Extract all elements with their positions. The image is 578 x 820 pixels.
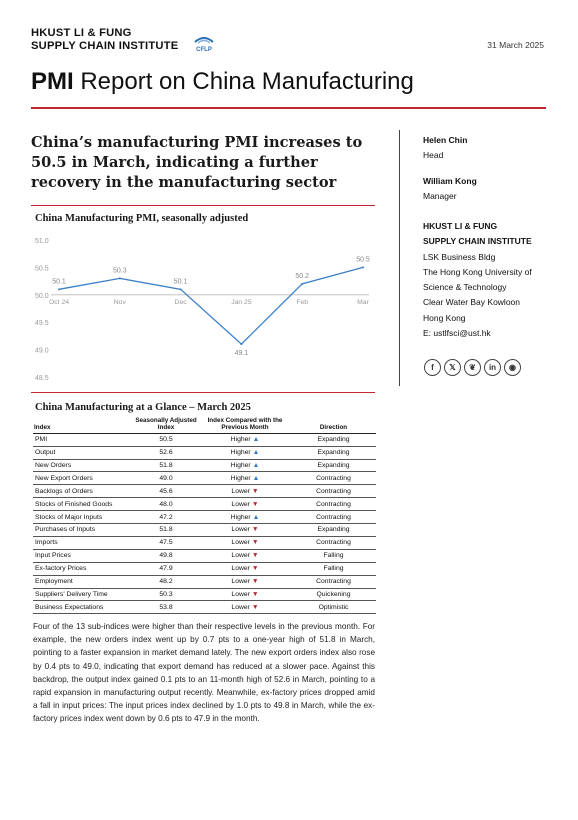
row-compare-text: Lower [231,487,250,495]
page-title [31,67,414,97]
y-tick-label: 49.0 [35,347,49,355]
title-bold: PMI [31,68,74,95]
row-compare-text: Lower [231,578,250,586]
row-direction: Contracting [291,472,376,485]
person2-name: William Kong [423,176,477,186]
table-row [33,511,376,524]
table-row [33,485,376,498]
row-direction: Falling [291,549,376,562]
row-index-name: Stocks of Finished Goods [33,498,133,511]
header-compared: Index Compared with the Previous Month [207,417,283,432]
row-value: 51.8 [133,459,199,472]
row-direction: Contracting [291,485,376,498]
row-value: 47.2 [133,511,199,524]
data-point [119,277,121,279]
table-row [33,498,376,511]
data-label: 49.1 [234,350,249,358]
social-links [424,359,521,376]
data-point [301,283,303,285]
table-row [33,588,376,601]
pmi-line-chart [31,229,376,389]
headline: China’s manufacturing PMI increases to 50.5 in March, indicating a further recovery in the manufacturing sector [31,134,363,191]
header-index: Index [34,424,51,432]
linkedin-icon[interactable]: in [484,359,501,376]
org-name-line1: HKUST LI & FUNG [31,27,132,39]
arrow-down-icon: ▼ [249,539,259,547]
table-row [33,472,376,485]
row-compare-text: Higher [230,436,251,444]
row-value: 53.8 [133,601,199,614]
row-index-name: PMI [33,433,133,446]
table-title: China Manufacturing at a Glance – March 2025 [35,402,251,413]
x-tick-label: Mar [357,298,369,306]
arrow-up-icon: ▲ [250,449,260,457]
arrow-down-icon: ▼ [249,487,259,495]
row-direction: Quickening [291,588,376,601]
contact-william [423,174,477,205]
arrow-down-icon: ▼ [249,578,259,586]
row-index-name: Output [33,446,133,459]
row-direction: Expanding [291,433,376,446]
x-tick-label: Nov [113,298,126,306]
row-index-name: Business Expectations [33,601,133,614]
chart-rule [31,205,375,206]
row-index-name: Suppliers' Delivery Time [33,588,133,601]
data-label: 50.2 [295,272,310,280]
arrow-up-icon: ▲ [250,462,260,470]
row-index-name: Stocks of Major Inputs [33,511,133,524]
table-row [33,433,376,446]
row-direction: Expanding [291,459,376,472]
data-label: 50.3 [112,267,127,275]
row-compare-text: Lower [231,526,250,534]
facebook-icon[interactable]: f [424,359,441,376]
table-row [33,524,376,537]
row-compare-text: Lower [231,590,250,598]
row-compare [199,575,291,588]
address-line5: Hong Kong [423,312,466,323]
row-index-name: New Orders [33,459,133,472]
arrow-up-icon: ▲ [250,474,260,482]
row-compare-text: Higher [230,449,251,457]
row-value: 47.9 [133,562,199,575]
row-compare-text: Lower [231,552,250,560]
address-block [423,219,532,341]
sidebar-divider [399,130,400,386]
y-tick-label: 48.5 [35,375,49,382]
address-line2: The Hong Kong University of [423,266,532,277]
body-paragraph: Four of the 13 sub-indices were higher than their respective levels in the previous month. For example, the new orders index went up by 0.7 pts to a one-year high of 51.8 in March, pointing to a faster expansion in market demand lately. The new export orders index also rose by 0.4 pts to 49.0, indicating that export demand has reduced at a slower pace. Against this backdrop, the output index gained 0.1 pts to an 11-month high of 52.6 in March, pointing to a rapid expansion in manufacturing output recently. Meanwhile, ex-factory prices dropped amid a fall in input prices: The input prices index declined by 1.0 pts to 49.8 in March, while the ex-factory prices index went down by 0.6 pts to 47.9 in the month. [33,622,375,724]
row-compare-text: Higher [230,474,251,482]
arrow-up-icon: ▲ [250,436,260,444]
glance-table [33,417,376,614]
row-compare-text: Lower [231,565,250,573]
row-compare [199,549,291,562]
row-value: 50.5 [133,433,199,446]
person2-role: Manager [423,191,457,202]
row-direction: Expanding [291,524,376,537]
row-direction: Expanding [291,446,376,459]
row-compare [199,524,291,537]
x-icon[interactable]: 𝕏 [444,359,461,376]
row-index-name: Purchases of Inputs [33,524,133,537]
table-row [33,549,376,562]
row-value: 49.0 [133,472,199,485]
weibo-icon[interactable]: ◉ [504,359,521,376]
address-org-line2: SUPPLY CHAIN INSTITUTE [423,236,532,247]
data-label: 50.1 [173,278,188,286]
arrow-down-icon: ▼ [249,500,259,508]
y-tick-label: 50.0 [35,292,49,300]
data-point [362,266,364,268]
row-value: 47.5 [133,536,199,549]
title-rule [31,107,546,109]
address-org-line1: HKUST LI & FUNG [423,221,498,231]
report-date: 31 March 2025 [487,40,544,50]
row-direction: Optimistic [291,601,376,614]
row-direction: Contracting [291,511,376,524]
row-index-name: Employment [33,575,133,588]
table-row [33,459,376,472]
row-compare [199,601,291,614]
logo-text: CFLP [196,47,212,53]
row-compare-text: Higher [230,513,251,521]
arrow-down-icon: ▼ [249,552,259,560]
address-line3: Science & Technology [423,282,507,293]
header-direction: Direction [319,424,348,432]
x-tick-label: Oct 24 [48,298,70,306]
row-compare-text: Lower [231,500,250,508]
arrow-up-icon: ▲ [250,513,260,521]
glance-table-body [33,433,376,613]
title-rest: Report on China Manufacturing [73,68,414,95]
y-tick-label: 51.0 [35,238,49,245]
row-compare [199,433,291,446]
row-value: 45.6 [133,485,199,498]
row-compare [199,472,291,485]
arrow-down-icon: ▼ [249,565,259,573]
email-link[interactable]: E: ustlfsci@ust.hk [423,328,491,339]
row-compare-text: Lower [231,539,250,547]
row-compare [199,536,291,549]
chart-title: China Manufacturing PMI, seasonally adjusted [35,213,249,224]
row-value: 52.6 [133,446,199,459]
row-value: 49.8 [133,549,199,562]
x-tick-label: Dec [174,298,187,306]
data-point [58,288,60,290]
data-label: 50.5 [356,256,370,264]
pmi-series-line [59,267,363,344]
table-row [33,446,376,459]
row-value: 50.3 [133,588,199,601]
header-seasonally-adjusted: Seasonally Adjusted Index [135,417,197,432]
row-index-name: Imports [33,536,133,549]
row-compare [199,511,291,524]
row-direction: Contracting [291,498,376,511]
table-header-row [33,417,376,433]
org-name [31,27,178,53]
row-direction: Falling [291,562,376,575]
arrow-down-icon: ▼ [249,603,259,611]
row-direction: Contracting [291,575,376,588]
cflp-logo-icon [191,33,217,53]
org-name-line2: SUPPLY CHAIN INSTITUTE [31,40,179,52]
row-index-name: Input Prices [33,549,133,562]
table-row [33,575,376,588]
address-line4: Clear Water Bay Kowloon [423,297,521,308]
row-compare-text: Higher [230,462,251,470]
row-index-name: New Export Orders [33,472,133,485]
row-index-name: Backlogs of Orders [33,485,133,498]
row-index-name: Ex-factory Prices [33,562,133,575]
x-tick-label: Jan 25 [231,298,252,306]
y-tick-label: 50.5 [35,265,49,273]
wechat-icon[interactable]: ❦ [464,359,481,376]
row-compare [199,485,291,498]
table-row [33,536,376,549]
row-direction: Contracting [291,536,376,549]
person1-name: Helen Chin [423,135,468,145]
data-label: 50.1 [52,278,66,286]
arrow-down-icon: ▼ [249,590,259,598]
row-compare [199,459,291,472]
table-row [33,601,376,614]
row-compare-text: Lower [231,603,250,611]
row-compare [199,588,291,601]
table-row [33,562,376,575]
row-compare [199,446,291,459]
data-point [180,288,182,290]
arrow-down-icon: ▼ [249,526,259,534]
row-compare [199,498,291,511]
row-value: 48.2 [133,575,199,588]
row-value: 48.0 [133,498,199,511]
data-point [240,343,242,345]
row-value: 51.8 [133,524,199,537]
table-rule [31,392,375,393]
row-compare [199,562,291,575]
x-tick-label: Feb [296,298,309,306]
address-line1: LSK Business Bldg [423,251,496,262]
person1-role: Head [423,150,444,161]
contact-helen [423,133,467,164]
y-tick-label: 49.5 [35,320,49,328]
